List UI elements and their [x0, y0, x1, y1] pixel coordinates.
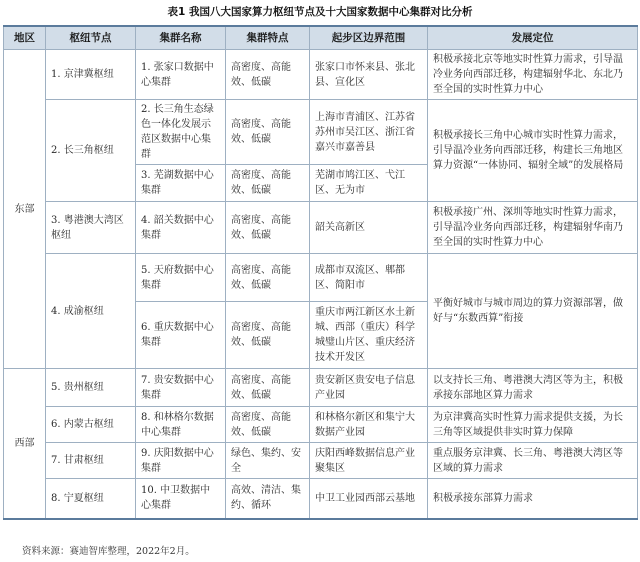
scope-cell: 上海市青浦区、江苏省苏州市吴江区、浙江省嘉兴市嘉善县: [310, 100, 428, 165]
scope-cell: 张家口市怀来县、张北县、宣化区: [310, 50, 428, 100]
hub-cell: 3. 粤港澳大湾区枢纽: [46, 202, 136, 254]
hub-cell: 5. 贵州枢纽: [46, 369, 136, 407]
hub-comparison-table: [3, 25, 638, 520]
table-row: [4, 479, 638, 519]
cluster-name-cell: 10. 中卫数据中心集群: [136, 479, 226, 519]
hub-cell: 1. 京津冀枢纽: [46, 50, 136, 100]
header-positioning: 发展定位: [428, 26, 638, 50]
cluster-feature-cell: 高密度、高能效、低碳: [226, 165, 310, 202]
header-row: [4, 26, 638, 50]
cluster-name-cell: 5. 天府数据中心集群: [136, 254, 226, 302]
table-row: [4, 100, 638, 165]
cluster-feature-cell: 高密度、高能效、低碳: [226, 202, 310, 254]
table-row: [4, 407, 638, 443]
hub-cell: 4. 成渝枢纽: [46, 254, 136, 369]
positioning-cell: 重点服务京津冀、长三角、粤港澳大湾区等区域的算力需求: [428, 443, 638, 479]
hub-cell: 8. 宁夏枢纽: [46, 479, 136, 519]
cluster-feature-cell: 高效、清洁、集约、循环: [226, 479, 310, 519]
scope-cell: 中卫工业园西部云基地: [310, 479, 428, 519]
positioning-cell: 积极承接长三角中心城市实时性算力需求，引导温冷业务向西部迁移，构建长三角地区算力资源“一体协同、辐射全域”的发展格局: [428, 100, 638, 202]
table-row: [4, 50, 638, 100]
header-cluster-name: 集群名称: [136, 26, 226, 50]
cluster-feature-cell: 高密度、高能效、低碳: [226, 407, 310, 443]
scope-cell: 重庆市两江新区水土新城、西部（重庆）科学城璧山片区、重庆经济技术开发区: [310, 302, 428, 369]
scope-cell: 芜湖市鸠江区、弋江区、无为市: [310, 165, 428, 202]
cluster-name-cell: 7. 贵安数据中心集群: [136, 369, 226, 407]
source-note: 资料来源：赛迪智库整理，2022年2月。: [22, 546, 195, 557]
table-row: [4, 369, 638, 407]
positioning-cell: 为京津冀高实时性算力需求提供支援，为长三角等区域提供非实时算力保障: [428, 407, 638, 443]
cluster-feature-cell: 高密度、高能效、低碳: [226, 100, 310, 165]
cluster-name-cell: 8. 和林格尔数据中心集群: [136, 407, 226, 443]
positioning-cell: 积极承接东部算力需求: [428, 479, 638, 519]
cluster-name-cell: 1. 张家口数据中心集群: [136, 50, 226, 100]
cluster-feature-cell: 高密度、高能效、低碳: [226, 369, 310, 407]
table-row: [4, 202, 638, 254]
positioning-cell: 平衡好城市与城市周边的算力资源部署，做好与“东数西算”衔接: [428, 254, 638, 369]
hub-cell: 6. 内蒙古枢纽: [46, 407, 136, 443]
header-cluster-feature: 集群特点: [226, 26, 310, 50]
positioning-cell: 积极承接北京等地实时性算力需求，引导温冷业务向西部迁移，构建辐射华北、东北乃至全国的实时性算力中心: [428, 50, 638, 100]
scope-cell: 贵安新区贵安电子信息产业园: [310, 369, 428, 407]
cluster-name-cell: 2. 长三角生态绿色一体化发展示范区数据中心集群: [136, 100, 226, 165]
cluster-feature-cell: 高密度、高能效、低碳: [226, 50, 310, 100]
cluster-name-cell: 9. 庆阳数据中心集群: [136, 443, 226, 479]
header-region: 地区: [4, 26, 46, 50]
cluster-feature-cell: 高密度、高能效、低碳: [226, 302, 310, 369]
hub-cell: 2. 长三角枢纽: [46, 100, 136, 202]
positioning-cell: 积极承接广州、深圳等地实时性算力需求，引导温冷业务向西部迁移，构建辐射华南乃至全国的实时性算力中心: [428, 202, 638, 254]
cluster-name-cell: 4. 韶关数据中心集群: [136, 202, 226, 254]
header-scope: 起步区边界范围: [310, 26, 428, 50]
cluster-name-cell: 6. 重庆数据中心集群: [136, 302, 226, 369]
cluster-feature-cell: 高密度、高能效、低碳: [226, 254, 310, 302]
hub-cell: 7. 甘肃枢纽: [46, 443, 136, 479]
cluster-name-cell: 3. 芜湖数据中心集群: [136, 165, 226, 202]
positioning-cell: 以支持长三角、粤港澳大湾区等为主，积极承接东部地区算力需求: [428, 369, 638, 407]
cluster-feature-cell: 绿色、集约、安全: [226, 443, 310, 479]
scope-cell: 和林格尔新区和集宁大数据产业园: [310, 407, 428, 443]
scope-cell: 韶关高新区: [310, 202, 428, 254]
table-row: [4, 443, 638, 479]
header-hub: 枢纽节点: [46, 26, 136, 50]
region-west: 西部: [4, 369, 46, 519]
scope-cell: 成都市双流区、郫都区、简阳市: [310, 254, 428, 302]
table-title: 表1 我国八大国家算力枢纽节点及十大国家数据中心集群对比分析: [167, 6, 473, 18]
table-row: [4, 254, 638, 302]
region-east: 东部: [4, 50, 46, 369]
scope-cell: 庆阳西峰数据信息产业聚集区: [310, 443, 428, 479]
